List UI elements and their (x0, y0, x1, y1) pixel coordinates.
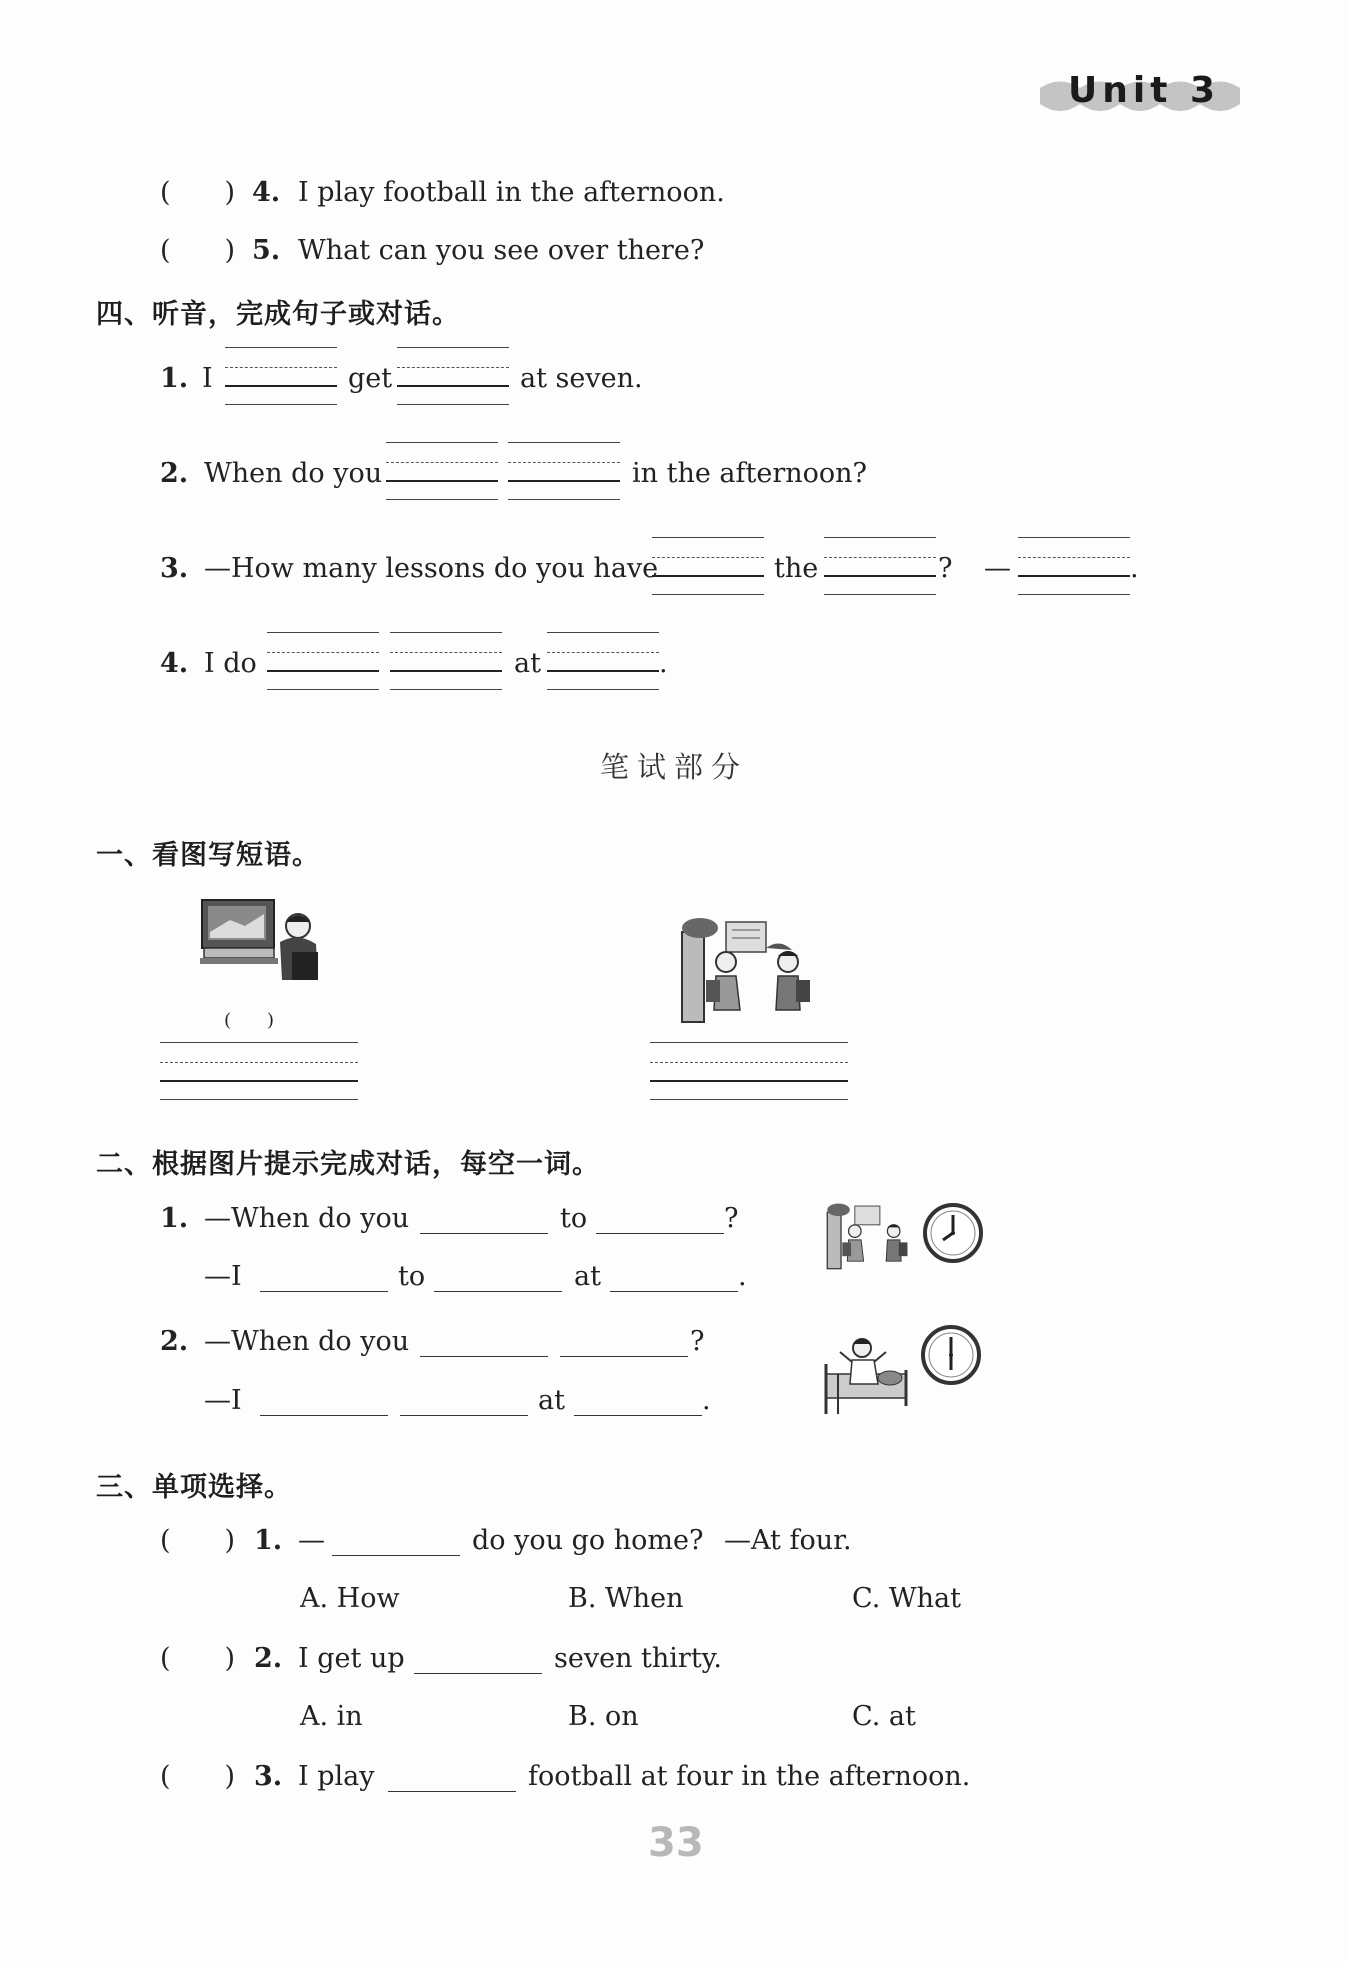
answer-paren[interactable]: ( ) (160, 1761, 236, 1792)
q4-word-at: at (514, 648, 541, 679)
section-4-title: 四、听音，完成句子或对话。 (96, 299, 460, 330)
unit-badge (1040, 70, 1240, 124)
item-text: What can you see over there? (298, 235, 705, 266)
writing-section-3-title: 三、单项选择。 (96, 1472, 292, 1503)
question-number: 2. (160, 458, 189, 489)
phrase-blank-2[interactable] (650, 1042, 848, 1102)
question-number: 1. (160, 363, 189, 394)
q3-period: . (1130, 553, 1139, 584)
w2-q2-at: at (538, 1385, 565, 1416)
w2-q1-blank-1[interactable] (420, 1232, 548, 1234)
q4-blank-1[interactable] (267, 632, 379, 692)
w2-q2-blank-2[interactable] (560, 1355, 688, 1357)
w2-q1-question: —When do you (204, 1203, 410, 1234)
option-a[interactable]: A. in (300, 1701, 363, 1732)
watch-tv-picture (200, 892, 320, 982)
q2-text: When do you (204, 458, 383, 489)
w2-q1-answer-start: —I (204, 1261, 242, 1292)
q2-tail: in the afternoon? (632, 458, 867, 489)
go-to-school-picture (680, 918, 830, 1028)
w3-q1-text: do you go home? (472, 1525, 704, 1556)
option-c[interactable]: C. at (852, 1701, 916, 1732)
get-up-picture (822, 1334, 914, 1416)
w2-q2-blank-1[interactable] (420, 1355, 548, 1357)
answer-paren[interactable]: ( ) (160, 1525, 236, 1556)
q3-dash: — (984, 553, 1011, 584)
clock-icon (922, 1202, 984, 1264)
writing-section-2-title: 二、根据图片提示完成对话，每空一词。 (96, 1149, 600, 1180)
q3-question-mark: ? (938, 553, 953, 584)
q4-period: . (659, 648, 668, 679)
q1-word-i: I (202, 363, 213, 394)
clock-icon (920, 1324, 982, 1386)
item-number: 4. (252, 177, 281, 208)
picture-1-answer-paren[interactable]: ( ) (224, 1010, 275, 1031)
w2-q1-blank-4[interactable] (434, 1290, 562, 1292)
answer-paren[interactable]: ( ) (160, 235, 236, 266)
answer-paren[interactable]: ( ) (160, 177, 236, 208)
writing-section-1-title: 一、看图写短语。 (96, 840, 320, 871)
phrase-blank-1[interactable] (160, 1042, 358, 1102)
w2-q1-at: at (574, 1261, 601, 1292)
item-text: I play football in the afternoon. (298, 177, 725, 208)
w3-q1-blank[interactable] (332, 1554, 460, 1556)
option-b[interactable]: B. When (568, 1583, 684, 1614)
w2-q1-to-2: to (398, 1261, 426, 1292)
question-number: 4. (160, 648, 189, 679)
item-number: 5. (252, 235, 281, 266)
q2-blank-1[interactable] (386, 442, 498, 502)
answer-paren[interactable]: ( ) (160, 1643, 236, 1674)
question-number: 3. (160, 553, 189, 584)
w2-q1-period: . (738, 1261, 747, 1292)
question-number: 3. (254, 1761, 283, 1792)
w3-q1-dash: — (298, 1525, 325, 1556)
q1-word-get: get (348, 363, 393, 394)
w3-q2-blank[interactable] (414, 1672, 542, 1674)
w2-q1-qmark: ? (724, 1203, 739, 1234)
q3-blank-2[interactable] (824, 537, 936, 597)
q4-text: I do (204, 648, 257, 679)
q3-blank-1[interactable] (652, 537, 764, 597)
w2-q2-blank-5[interactable] (574, 1414, 702, 1416)
w2-q2-question: —When do you (204, 1326, 410, 1357)
q1-word-tail: at seven. (520, 363, 643, 394)
page-number: 33 (648, 1820, 704, 1866)
question-number: 2. (254, 1643, 283, 1674)
w3-q3-blank[interactable] (388, 1790, 516, 1792)
w2-q2-blank-3[interactable] (260, 1414, 388, 1416)
q2-blank-2[interactable] (508, 442, 620, 502)
w2-q1-blank-5[interactable] (610, 1290, 738, 1292)
q1-blank-2[interactable] (397, 347, 509, 407)
option-c[interactable]: C. What (852, 1583, 961, 1614)
written-part-title: 笔试部分 (600, 750, 749, 784)
unit-title: Unit 3 (1068, 70, 1220, 111)
w2-q2-blank-4[interactable] (400, 1414, 528, 1416)
w2-q2-qmark: ? (690, 1326, 705, 1357)
q3-blank-3[interactable] (1018, 537, 1130, 597)
option-a[interactable]: A. How (300, 1583, 400, 1614)
go-to-school-small-picture (826, 1200, 920, 1276)
q4-blank-2[interactable] (390, 632, 502, 692)
q3-word-the: the (774, 553, 819, 584)
w2-q1-blank-3[interactable] (260, 1290, 388, 1292)
w2-q2-answer-start: —I (204, 1385, 242, 1416)
q1-blank-1[interactable] (225, 347, 337, 407)
w2-q1-blank-2[interactable] (596, 1232, 724, 1234)
w2-q1-to: to (560, 1203, 588, 1234)
question-number: 1. (160, 1203, 189, 1234)
q4-blank-3[interactable] (547, 632, 659, 692)
q3-text: —How many lessons do you have (204, 553, 659, 584)
w3-q3-text-pre: I play (298, 1761, 375, 1792)
w3-q1-answer: —At four. (724, 1525, 852, 1556)
question-number: 1. (254, 1525, 283, 1556)
option-b[interactable]: B. on (568, 1701, 639, 1732)
w3-q3-text-post: football at four in the afternoon. (528, 1761, 971, 1792)
w2-q2-period: . (702, 1385, 711, 1416)
question-number: 2. (160, 1326, 189, 1357)
w3-q2-text-post: seven thirty. (554, 1643, 722, 1674)
w3-q2-text-pre: I get up (298, 1643, 405, 1674)
